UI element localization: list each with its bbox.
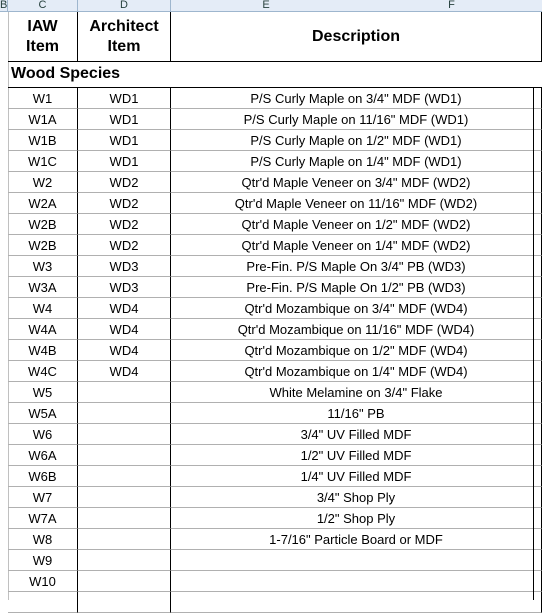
description-cell[interactable]: 1/4" UV Filled MDF xyxy=(171,466,542,487)
iaw-item-cell[interactable]: W4B xyxy=(8,340,78,361)
description-cell[interactable] xyxy=(171,550,542,571)
iaw-item-cell[interactable]: W1C xyxy=(8,151,78,172)
column-header-e[interactable]: E xyxy=(262,0,270,11)
iaw-item-cell[interactable]: W7 xyxy=(8,487,78,508)
architect-item-cell[interactable] xyxy=(78,487,171,508)
architect-item-cell[interactable]: WD4 xyxy=(78,361,171,382)
description-cell[interactable] xyxy=(171,571,542,592)
architect-header-line2: Item xyxy=(107,37,141,55)
iaw-header-line2: Item xyxy=(26,37,59,55)
table-row xyxy=(8,193,542,214)
iaw-item-cell[interactable] xyxy=(8,592,78,613)
table-row xyxy=(8,340,542,361)
table-row xyxy=(8,550,542,571)
description-cell[interactable]: 3/4" Shop Ply xyxy=(171,487,542,508)
iaw-header-line1: IAW xyxy=(27,17,58,35)
description-cell[interactable]: 1/2" Shop Ply xyxy=(171,508,542,529)
table-row xyxy=(8,571,542,592)
description-cell[interactable]: 1-7/16" Particle Board or MDF xyxy=(171,529,542,550)
iaw-item-cell[interactable]: W6B xyxy=(8,466,78,487)
iaw-item-cell[interactable]: W3 xyxy=(8,256,78,277)
table-right-border xyxy=(533,88,534,600)
iaw-item-cell[interactable]: W6A xyxy=(8,445,78,466)
architect-item-cell[interactable] xyxy=(78,382,171,403)
table-row xyxy=(8,130,542,151)
table-row xyxy=(8,592,542,613)
description-cell[interactable]: Qtr'd Mozambique on 1/4" MDF (WD4) xyxy=(171,361,542,382)
table-row xyxy=(8,487,542,508)
table-row xyxy=(8,529,542,550)
description-cell[interactable]: Qtr'd Mozambique on 1/2" MDF (WD4) xyxy=(171,340,542,361)
table-row xyxy=(8,277,542,298)
column-header-c[interactable]: C xyxy=(8,0,78,11)
table-row xyxy=(8,214,542,235)
architect-item-cell[interactable]: WD4 xyxy=(78,298,171,319)
column-header-d[interactable]: D xyxy=(78,0,171,11)
architect-item-cell[interactable] xyxy=(78,571,171,592)
iaw-item-cell[interactable]: W4A xyxy=(8,319,78,340)
description-cell[interactable]: White Melamine on 3/4" Flake xyxy=(171,382,542,403)
description-header[interactable] xyxy=(171,12,542,62)
architect-item-cell[interactable] xyxy=(78,466,171,487)
table-row xyxy=(8,445,542,466)
architect-item-cell[interactable]: WD2 xyxy=(78,214,171,235)
table-row xyxy=(8,256,542,277)
iaw-item-cell[interactable]: W8 xyxy=(8,529,78,550)
column-header-b[interactable]: B xyxy=(0,0,8,11)
table-row xyxy=(8,151,542,172)
architect-item-cell[interactable] xyxy=(78,508,171,529)
architect-item-header[interactable] xyxy=(78,12,171,62)
table-row xyxy=(8,235,542,256)
description-cell[interactable]: Pre-Fin. P/S Maple On 1/2" PB (WD3) xyxy=(171,277,542,298)
description-cell[interactable]: 3/4" UV Filled MDF xyxy=(171,424,542,445)
table-row xyxy=(8,319,542,340)
wood-species-section-row[interactable] xyxy=(8,62,542,88)
table-row xyxy=(8,466,542,487)
column-header-f[interactable]: F xyxy=(448,0,455,11)
table-row xyxy=(8,382,542,403)
iaw-item-cell[interactable]: W3A xyxy=(8,277,78,298)
iaw-item-cell[interactable]: W2A xyxy=(8,193,78,214)
architect-item-cell[interactable] xyxy=(78,529,171,550)
description-cell[interactable] xyxy=(171,592,542,613)
iaw-item-cell[interactable]: W2B xyxy=(8,214,78,235)
architect-item-cell[interactable] xyxy=(78,592,171,613)
architect-item-cell[interactable]: WD4 xyxy=(78,319,171,340)
architect-item-cell[interactable]: WD3 xyxy=(78,277,171,298)
description-header-label: Description xyxy=(311,27,400,45)
description-cell[interactable]: Qtr'd Maple Veneer on 1/4" MDF (WD2) xyxy=(171,235,542,256)
iaw-item-cell[interactable]: W5A xyxy=(8,403,78,424)
architect-item-cell[interactable] xyxy=(78,424,171,445)
description-cell[interactable]: Qtr'd Maple Veneer on 3/4" MDF (WD2) xyxy=(171,172,542,193)
architect-header-line1: Architect xyxy=(89,17,159,35)
architect-item-cell[interactable] xyxy=(78,550,171,571)
description-cell[interactable]: P/S Curly Maple on 11/16" MDF (WD1) xyxy=(171,109,542,130)
table-row xyxy=(8,298,542,319)
column-header-bar xyxy=(0,0,542,12)
table-row xyxy=(8,424,542,445)
iaw-item-header[interactable] xyxy=(8,12,78,62)
architect-item-cell[interactable]: WD1 xyxy=(78,130,171,151)
iaw-item-cell[interactable]: W2 xyxy=(8,172,78,193)
iaw-item-cell[interactable]: W1B xyxy=(8,130,78,151)
architect-item-cell[interactable]: WD3 xyxy=(78,256,171,277)
architect-item-cell[interactable] xyxy=(78,403,171,424)
description-cell[interactable]: P/S Curly Maple on 1/2" MDF (WD1) xyxy=(171,130,542,151)
architect-item-cell[interactable]: WD2 xyxy=(78,193,171,214)
architect-item-cell[interactable]: WD1 xyxy=(78,151,171,172)
description-cell[interactable]: Qtr'd Maple Veneer on 1/2" MDF (WD2) xyxy=(171,214,542,235)
iaw-item-cell[interactable]: W4 xyxy=(8,298,78,319)
iaw-item-cell[interactable]: W10 xyxy=(8,571,78,592)
description-cell[interactable]: 11/16" PB xyxy=(171,403,542,424)
iaw-item-cell[interactable]: W6 xyxy=(8,424,78,445)
description-cell[interactable]: Qtr'd Mozambique on 11/16" MDF (WD4) xyxy=(171,319,542,340)
iaw-item-cell[interactable]: W1 xyxy=(8,88,78,109)
description-cell[interactable]: Pre-Fin. P/S Maple On 3/4" PB (WD3) xyxy=(171,256,542,277)
description-cell[interactable]: Qtr'd Maple Veneer on 11/16" MDF (WD2) xyxy=(171,193,542,214)
table-row xyxy=(8,403,542,424)
architect-item-cell[interactable]: WD2 xyxy=(78,235,171,256)
description-cell[interactable]: Qtr'd Mozambique on 3/4" MDF (WD4) xyxy=(171,298,542,319)
architect-item-cell[interactable]: WD2 xyxy=(78,172,171,193)
iaw-item-cell[interactable]: W4C xyxy=(8,361,78,382)
table-row xyxy=(8,88,542,109)
table-row xyxy=(8,508,542,529)
architect-item-cell[interactable]: WD1 xyxy=(78,109,171,130)
architect-item-cell[interactable]: WD4 xyxy=(78,340,171,361)
iaw-item-cell[interactable]: W1A xyxy=(8,109,78,130)
iaw-item-cell[interactable]: W7A xyxy=(8,508,78,529)
table-row xyxy=(8,109,542,130)
iaw-item-cell[interactable]: W2B xyxy=(8,235,78,256)
section-title: Wood Species xyxy=(11,65,121,82)
architect-item-cell[interactable]: WD1 xyxy=(78,88,171,109)
table-row xyxy=(8,172,542,193)
iaw-item-cell[interactable]: W5 xyxy=(8,382,78,403)
iaw-item-cell[interactable]: W9 xyxy=(8,550,78,571)
description-cell[interactable]: 1/2" UV Filled MDF xyxy=(171,445,542,466)
table-row xyxy=(8,361,542,382)
architect-item-cell[interactable] xyxy=(78,445,171,466)
description-cell[interactable]: P/S Curly Maple on 3/4" MDF (WD1) xyxy=(171,88,542,109)
description-cell[interactable]: P/S Curly Maple on 1/4" MDF (WD1) xyxy=(171,151,542,172)
